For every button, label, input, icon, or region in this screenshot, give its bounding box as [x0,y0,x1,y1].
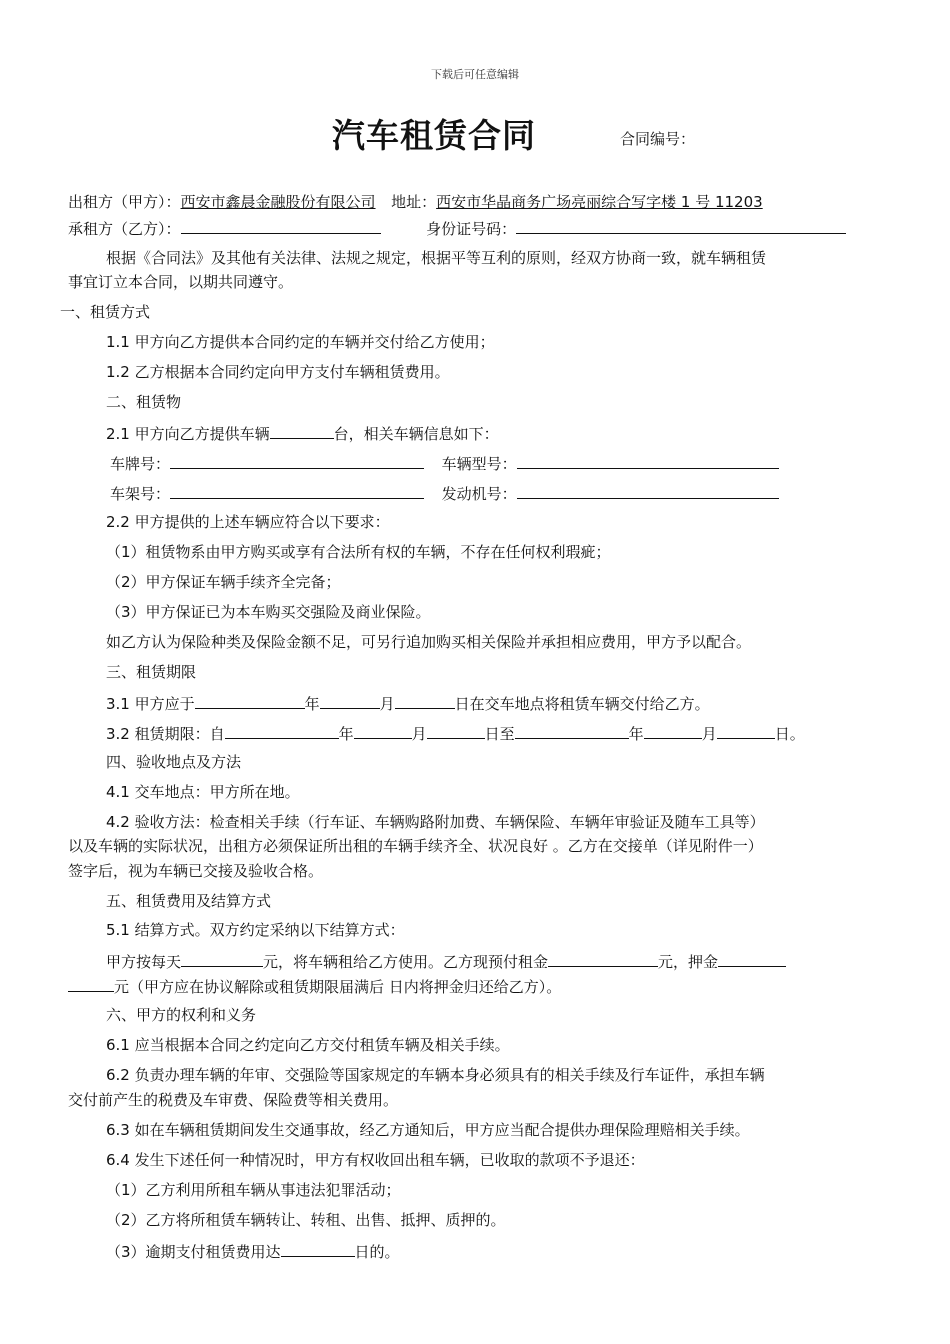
lessee-name-blank[interactable] [181,217,381,234]
clause-6-4-1: （1）乙方利用所租车辆从事违法犯罪活动； [106,1181,401,1199]
daily-rate-blank[interactable] [181,950,263,967]
settlement-line-1 [106,950,786,972]
end-month-blank[interactable] [644,722,702,739]
end-day-blank[interactable] [717,722,775,739]
day-to-label: 日至 [484,725,515,743]
clause-6-3: 6.3 如在车辆租赁期间发生交通事故，经乙方通知后，甲方应当配合提供办理保险理赔相关手续。 [106,1121,750,1139]
lessor-label: 出租方（甲方）： [68,193,181,211]
clause-2-1 [106,422,499,444]
frame-blank[interactable] [170,482,424,499]
section-1-title: 一、租赁方式 [60,303,151,321]
delivery-day-blank[interactable] [395,692,455,709]
id-number-blank[interactable] [516,217,846,234]
clause-1-1: 1.1 甲方向乙方提供本合同约定的车辆并交付给乙方使用； [106,333,495,351]
day-end-label: 日。 [774,725,805,743]
section-2-title: 二、租赁物 [106,393,182,411]
start-day-blank[interactable] [427,722,485,739]
clause-3-1-suffix: 日在交车地点将租赁车辆交付给乙方。 [454,695,710,713]
year-label: 年 [628,725,644,743]
lessor-line [68,192,763,212]
clause-6-2-line-1: 6.2 负责办理车辆的年审、交强险等国家规定的车辆本身必须具有的相关手续及行车证件，承担车辆 [106,1066,765,1084]
section-4-title: 四、验收地点及方法 [106,753,242,771]
plate-blank[interactable] [170,452,424,469]
clause-3-1-prefix: 3.1 甲方应于 [106,695,195,713]
plate-label: 车牌号： [110,455,171,473]
clause-4-2-line-1: 4.2 验收方法：检查相关手续（行车证、车辆购路附加费、车辆保险、车辆年审验证及随车工具等） [106,813,765,831]
year-label: 年 [338,725,354,743]
section-3-title: 三、租赁期限 [106,663,197,681]
intro-line-1: 根据《合同法》及其他有关法律、法规之规定，根据平等互利的原则，经双方协商一致，就车辆租赁 [106,249,767,267]
vehicle-count-blank[interactable] [270,422,334,439]
section-6-title: 六、甲方的权利和义务 [106,1006,257,1024]
page-title: 汽车租赁合同 [332,116,536,155]
prepaid-text: 元，将车辆租给乙方使用。乙方现预付租金 [263,953,549,971]
clause-2-2-3: （3）甲方保证已为本车购买交强险及商业保险。 [106,603,431,621]
overdue-suffix: 日的。 [354,1243,400,1261]
clause-1-2: 1.2 乙方根据本合同约定向甲方支付车辆租赁费用。 [106,363,450,381]
clause-3-2-prefix: 3.2 租赁期限：自 [106,725,225,743]
settlement-line-2 [68,975,561,997]
clause-2-2-2: （2）甲方保证车辆手续齐全完备； [106,573,341,591]
lessee-line [68,217,846,239]
delivery-month-blank[interactable] [320,692,380,709]
clause-2-2-1: （1）租赁物系由甲方购买或享有合法所有权的车辆，不存在任何权利瑕疵； [106,543,611,561]
lessee-label: 承租方（乙方）： [68,220,181,238]
intro-line-2: 事宜订立本合同，以期共同遵守。 [68,273,294,291]
deposit-blank[interactable] [718,950,786,967]
month-label: 月 [379,695,395,713]
month-label: 月 [411,725,427,743]
year-label: 年 [304,695,320,713]
clause-6-1: 6.1 应当根据本合同之约定向乙方交付租赁车辆及相关手续。 [106,1036,510,1054]
prepaid-rent-blank[interactable] [548,950,658,967]
start-month-blank[interactable] [354,722,412,739]
clause-2-1-prefix: 2.1 甲方向乙方提供车辆 [106,425,270,443]
engine-label: 发动机号： [441,485,517,503]
id-number-label: 身份证号码： [426,220,517,238]
deposit-return-text: 元（甲方应在协议解除或租赁期限届满后 日内将押金归还给乙方）。 [114,978,562,996]
plate-model-line [110,452,779,474]
clause-6-4: 6.4 发生下述任何一种情况时，甲方有权收回出租车辆，已收取的款项不予退还： [106,1151,645,1169]
model-label: 车辆型号： [441,455,517,473]
month-label: 月 [701,725,717,743]
frame-engine-line [110,482,779,504]
download-note: 下载后可任意编辑 [431,68,519,81]
address-label: 地址： [391,193,437,211]
clause-6-4-2: （2）乙方将所租赁车辆转让、转租、出售、抵押、质押的。 [106,1211,506,1229]
deposit-blank-continued[interactable] [68,975,114,992]
end-year-blank[interactable] [515,722,629,739]
delivery-year-blank[interactable] [195,692,305,709]
address-value: 西安市华晶商务广场亮丽综合写字楼 1 号 11203 [436,193,763,211]
deposit-text: 元，押金 [658,953,719,971]
section-5-title: 五、租赁费用及结算方式 [106,892,272,910]
overdue-days-blank[interactable] [281,1240,355,1257]
start-year-blank[interactable] [225,722,339,739]
daily-rate-prefix: 甲方按每天 [106,953,182,971]
engine-blank[interactable] [517,482,779,499]
model-blank[interactable] [517,452,779,469]
clause-2-1-suffix: 台，相关车辆信息如下： [333,425,499,443]
frame-label: 车架号： [110,485,171,503]
insurance-note: 如乙方认为保险种类及保险金额不足，可另行追加购买相关保险并承担相应费用，甲方予以配合。 [106,633,752,651]
clause-2-2: 2.2 甲方提供的上述车辆应符合以下要求： [106,513,390,531]
clause-4-2-line-2: 以及车辆的实际状况，出租方必须保证所出租的车辆手续齐全、状况良好 。乙方在交接单（详见附件一） [68,837,763,855]
clause-6-2-line-2: 交付前产生的税费及车审费、保险费等相关费用。 [68,1091,399,1109]
clause-3-1 [106,692,710,714]
clause-6-4-3 [106,1240,400,1262]
clause-4-1: 4.1 交车地点：甲方所在地。 [106,783,300,801]
clause-5-1: 5.1 结算方式。双方约定采纳以下结算方式： [106,921,405,939]
lessor-name: 西安市鑫晨金融股份有限公司 [180,193,376,211]
clause-3-2 [106,722,805,744]
clause-4-2-line-3: 签字后，视为车辆已交接及验收合格。 [68,862,324,880]
contract-number-label: 合同编号： [620,130,696,148]
overdue-prefix: （3）逾期支付租赁费用达 [106,1243,281,1261]
